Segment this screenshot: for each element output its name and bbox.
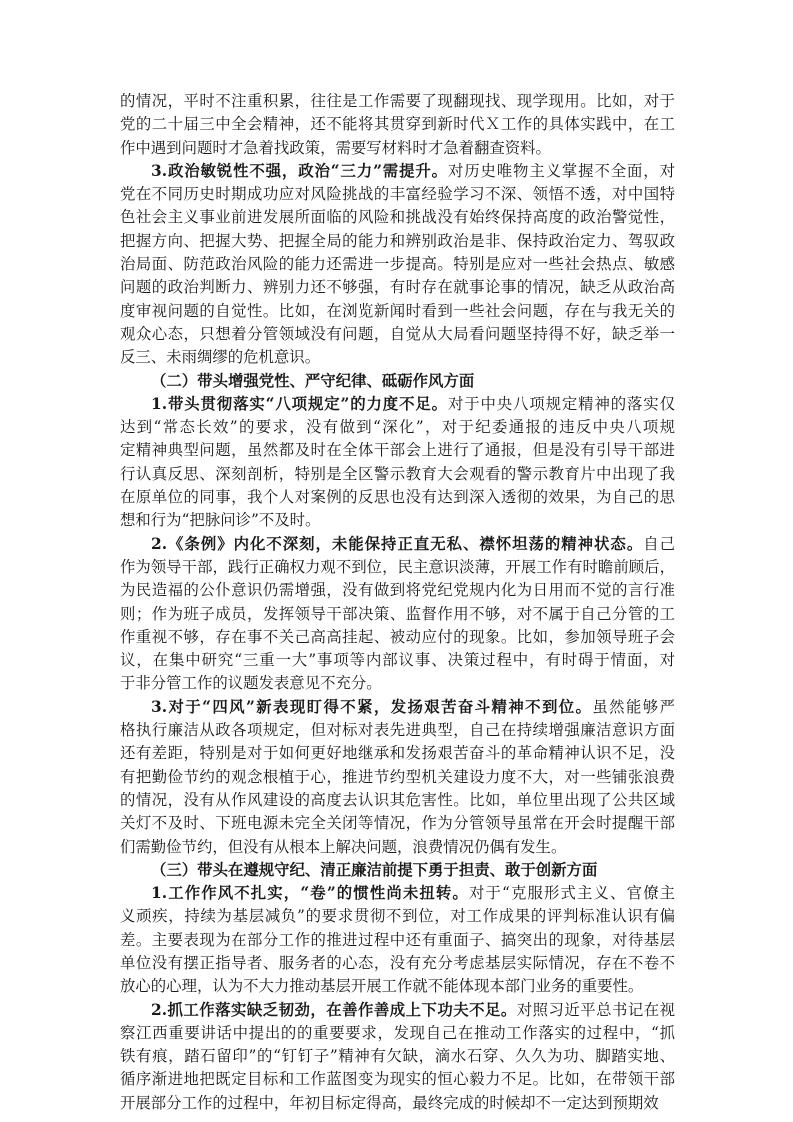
paragraph	[120, 882, 675, 998]
body-text: 达到“常态长效”的要求，没有做到“深化”，对于纪委通报的违反中央八项规	[120, 418, 675, 437]
body-text: 对于中央八项规定精神的落实仅	[447, 394, 675, 413]
body-text: 色社会主义事业前进发展所面临的风险和挑战没有始终保持高度的政治警觉性，	[120, 208, 675, 227]
body-text: 度审视问题的自觉性。比如，在浏览新闻时看到一些社会问题，存在与我无关的	[120, 301, 675, 320]
paragraph-line	[120, 90, 675, 113]
bold-lead-text: 3.对于“四风”新表现盯得不紧，发扬艰苦奋斗精神不到位。	[151, 697, 593, 716]
paragraph-line	[120, 113, 675, 136]
paragraph-line	[120, 439, 675, 462]
section-heading-text: （三）带头在遵规守纪、清正廉洁前提下勇于担责、敢于创新方面	[151, 860, 598, 879]
paragraph-line	[120, 533, 675, 556]
body-text: 议，在集中研究“三重一大”事项等内部议事、决策过程中，有时碍于情面，对	[120, 651, 675, 670]
body-text: 自己	[643, 534, 675, 553]
paragraph-line	[120, 789, 675, 812]
paragraph-line	[120, 626, 675, 649]
paragraph-line	[120, 206, 675, 229]
body-text: 党在不同历史时期成功应对风险挑战的丰富经验学习不深、领悟不透，对中国特	[120, 185, 675, 204]
paragraph-line	[120, 975, 675, 998]
body-text: 定精神典型问题，虽然都及时在全体干部会上进行了通报，但是没有引导干部进	[120, 441, 675, 460]
paragraph-line	[120, 929, 675, 952]
bold-lead-text: 3.政治敏锐性不强，政治“三力”需提升。	[151, 161, 448, 180]
paragraph-line	[120, 1068, 675, 1091]
paragraph	[120, 160, 675, 370]
body-text: 在原单位的同事，我个人对案例的反思也没有达到深入透彻的效果，为自己的思	[120, 488, 675, 507]
body-text: 反三、未雨绸缪的危机意识。	[120, 348, 321, 367]
bold-lead-text: 2.《条例》内化不深刻，未能保持正直无私、襟怀坦荡的精神状态。	[151, 534, 644, 553]
paragraph-line	[120, 999, 675, 1022]
paragraph-line	[120, 836, 675, 859]
body-text: 察江西重要讲话中提出的的重要要求，发现自己在推动工作落实的过程中，“抓	[120, 1023, 675, 1042]
body-text: 放心的心理，认为不大力推动基层开展工作就不能体现本部门业务的重要性。	[120, 977, 644, 996]
paragraph-line	[120, 323, 675, 346]
body-text: 单位没有摆正指导者、服务者的心态，没有充分考虑基层实际情况，存在不卷不	[120, 953, 675, 972]
paragraph-line	[120, 952, 675, 975]
body-text: 行认真反思、深刻剖析，特别是全区警示教育大会观看的警示教育片中出现了我	[120, 464, 675, 483]
paragraph-line	[120, 463, 675, 486]
paragraph-line	[120, 742, 675, 765]
paragraph-line	[120, 579, 675, 602]
paragraph-line	[120, 393, 675, 416]
body-text: 开展部分工作的过程中，年初目标定得高，最终完成的时候却不一定达到预期效	[120, 1093, 659, 1112]
body-text: 党的二十届三中全会精神，还不能将其贯穿到新时代Ｘ工作的具体实践中，在工	[120, 115, 675, 134]
document-page	[120, 90, 675, 1115]
paragraph-line	[120, 253, 675, 276]
paragraph-line	[120, 137, 675, 160]
paragraph	[120, 999, 675, 1115]
body-text: 还有差距，特别是对于如何更好地继承和发扬艰苦奋斗的革命精神认识不足，没	[120, 744, 675, 763]
body-text: 为民造福的公仆意识仍需增强，没有做到将党纪党规内化为日用而不觉的言行准	[120, 581, 675, 600]
body-text: 对于“克服形式主义、官僚主	[468, 884, 675, 903]
body-text: 关灯不及时、下班电源未完全关闭等情况，作为分管领导虽常在开会时提醒干部	[120, 814, 675, 833]
body-text: 的情况，平时不注重积累，往往是工作需要了现翻现找、现学现用。比如，对于	[120, 92, 675, 110]
body-text: 则；作为班子成员，发挥领导干部决策、监督作用不够，对不属于自己分管的工	[120, 604, 675, 623]
paragraph-line	[120, 556, 675, 579]
paragraph-line	[120, 1045, 675, 1068]
body-text: 的情况，没有从作风建设的高度去认识其危害性。比如，单位里出现了公共区域	[120, 790, 675, 809]
paragraph-line	[120, 766, 675, 789]
paragraph-line	[120, 346, 675, 369]
body-text: 循序渐进地把既定目标和工作蓝图变为现实的恒心毅力不足。比如，在带领干部	[120, 1070, 675, 1089]
body-text: 铁有痕，踏石留印”的“钉钉子”精神有欠缺，滴水石穿、久久为功、脚踏实地、	[120, 1047, 675, 1066]
paragraph-line	[120, 882, 675, 905]
paragraph-line	[120, 230, 675, 253]
paragraph	[120, 696, 675, 859]
paragraph	[120, 90, 675, 160]
body-text: 把握方向、把握大势、把握全局的能力和辨别政治是非、保持政治定力、驾驭政	[120, 231, 675, 250]
bold-lead-text: 1.工作作风不扎实，“卷”的惯性尚未扭转。	[151, 884, 469, 903]
body-text: 有把勤俭节约的观念根植于心，推进节约型机关建设力度不大，对一些铺张浪费	[120, 767, 675, 786]
body-text: 作为领导干部，践行正确权力观不到位，民主意识淡薄，开展工作有时瞻前顾后，	[120, 557, 675, 576]
paragraph	[120, 393, 675, 533]
body-text: 于非分管工作的议题发表意见不充分。	[120, 674, 382, 693]
paragraph-line	[120, 672, 675, 695]
body-text: 问题的政治判断力、辨别力还不够强，有时存在就事论事的情况，缺乏从政治高	[120, 278, 675, 297]
bold-lead-text: 1.带头贯彻落实“八项规定”的力度不足。	[151, 394, 448, 413]
body-text: 对历史唯物主义掌握不全面，对	[447, 161, 675, 180]
body-text: 虽然能够严	[592, 697, 675, 716]
paragraph-line	[120, 719, 675, 742]
body-text: 们需勤俭节约，但没有从根本上解决问题，浪费情况仍偶有发生。	[120, 837, 567, 856]
paragraph-line	[120, 183, 675, 206]
paragraph-line	[120, 905, 675, 928]
section-heading-text: （二）带头增强党性、严守纪律、砥砺作风方面	[151, 371, 475, 390]
paragraph-line	[120, 649, 675, 672]
paragraph-line	[120, 486, 675, 509]
body-text: 格执行廉洁从政各项规定，但对标对表先进典型，自己在持续增强廉洁意识方面	[120, 721, 675, 740]
body-text: 作重视不够，存在事不关己高高挂起、被动应付的现象。比如，参加领导班子会	[120, 627, 675, 646]
body-text: 义顽疾，持续为基层减负”的要求贯彻不到位，对工作成果的评判标准认识有偏	[120, 907, 675, 926]
paragraph-line	[120, 509, 675, 532]
bold-lead-text: 2.抓工作落实缺乏韧劲，在善作善成上下功夫不足。	[151, 1000, 517, 1019]
paragraph-line	[120, 276, 675, 299]
body-text: 差。主要表现为在部分工作的推进过程中还有重面子、搞突出的现象，对待基层	[120, 930, 675, 949]
paragraph-line	[120, 160, 675, 183]
body-text: 治局面、防范政治风险的能力还需进一步提高。特别是应对一些社会热点、敏感	[120, 255, 675, 274]
body-text: 观众心态，只想着分管领域没有问题，自觉从大局看问题坚持得不好，缺乏举一	[120, 324, 675, 343]
paragraph-line	[120, 696, 675, 719]
section-heading	[120, 859, 675, 882]
paragraph-line	[120, 1022, 675, 1045]
body-text: 作中遇到问题时才急着找政策，需要写材料时才急着翻查资料。	[120, 138, 551, 157]
body-text: 想和行为“把脉问诊”不及时。	[120, 511, 321, 530]
paragraph-line	[120, 416, 675, 439]
paragraph-line	[120, 603, 675, 626]
paragraph-line	[120, 1092, 675, 1115]
paragraph-line	[120, 300, 675, 323]
paragraph-line	[120, 812, 675, 835]
paragraph	[120, 533, 675, 696]
body-text: 对照习近平总书记在视	[516, 1000, 675, 1019]
section-heading	[120, 370, 675, 393]
